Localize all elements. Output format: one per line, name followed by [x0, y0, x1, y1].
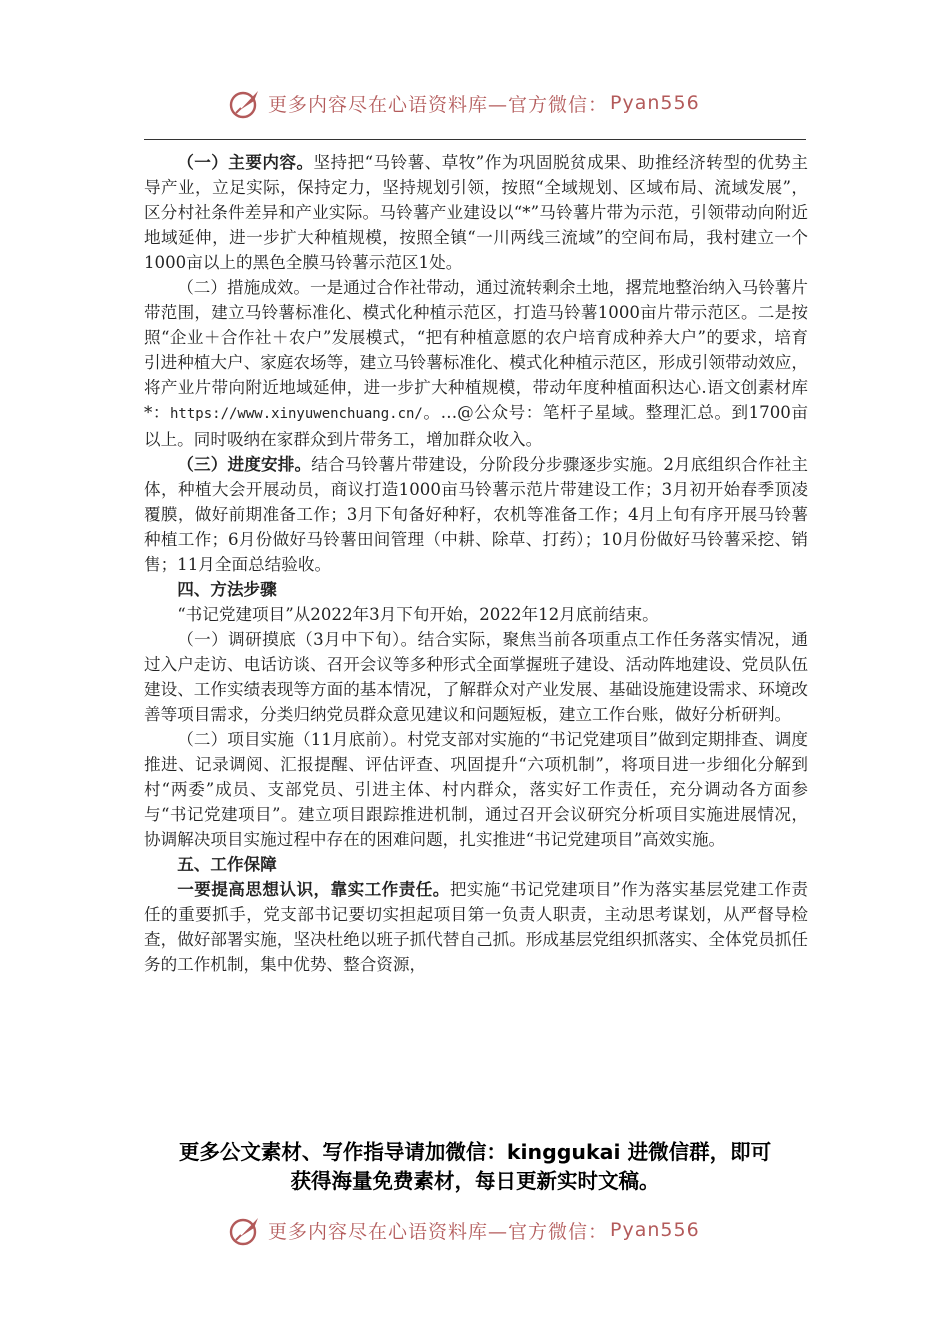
footer-promo-line-1: 更多公文素材、写作指导请加微信：kinggukai 进微信群，即可 [178, 1140, 772, 1164]
header-rule [144, 139, 806, 140]
text-schedule: 结合马铃薯片带建设，分阶段分步骤逐步实施。2月底组织合作社主体，种植大会开展动员，商议打造1000亩马铃薯示范片带建设工作；3月初开始春季顶凌覆膜，做好前期准备工作；3月下旬备好种籽，农机等准备工作；4月上旬有序开展马铃薯种植工作；6月份做好马铃薯田间管理（中耕、除草、打药）；10月份做好马铃薯采挖、销售；11月全面总结验收。 [144, 455, 808, 574]
text-measures: （二）措施成效。一是通过合作社带动，通过流转剩余土地，撂荒地整治纳入马铃薯片带范围，建立马铃薯标准化、模式化种植示范区，打造马铃薯1000亩片带示范区。二是按照“企业＋合作社＋农户”发展模式，“把有种植意愿的农户培育成种养大户”的要求，培育引进种植大户、家庭农场等，建立马铃薯标准化、模式化种植示范区，形成引领带动效应，将产业片带向附近地域延伸，进一步扩大种植规模，带动年度种植面积达心.语文创素材库*： [144, 278, 808, 422]
heading-methods: 四、方法步骤 [177, 579, 277, 599]
paragraph-guarantee-1 [144, 877, 808, 977]
paragraph-measures [144, 275, 808, 452]
watermark-text: 更多内容尽在心语资料库—官方微信： [268, 93, 609, 116]
watermark-wechat-id: Pyan556 [610, 1219, 700, 1241]
label-main-content: （一）主要内容。 [177, 152, 314, 172]
quill-logo-icon [228, 86, 262, 120]
label-schedule: （三）进度安排。 [177, 454, 312, 474]
label-guarantee-1: 一要提高思想认识，靠实工作责任。 [177, 879, 450, 899]
text-guarantee-1: 把实施“书记党建项目”作为落实基层党建工作责任的重要抓手，党支部书记要切实担起项目第一负责人职责，主动思考谋划，从严督导检查，做好部署实施，坚决杜绝以班子抓代替自己抓。形成基层党组织抓落实、全体党员抓任务的工作机制，集中优势、整合资源， [144, 880, 808, 974]
url-text: https://www.xinyuwenchuang.cn/ [170, 406, 423, 422]
text-main-content: 坚持把“马铃薯、草牧”作为巩固脱贫成果、助推经济转型的优势主导产业，立足实际，保持定力，坚持规划引领，按照“全域规划、区域布局、流域发展”，区分村社条件差异和产业实际。马铃薯产业建设以“*”马铃薯片带为示范，引领带动向附近地域延伸，进一步扩大种植规模，按照全镇“一川两线三流域”的空间布局，我村建立一个1000亩以上的黑色全膜马铃薯示范区1处。 [144, 153, 808, 272]
footer-watermark [228, 1213, 700, 1247]
heading-guarantee: 五、工作保障 [177, 854, 277, 874]
header-watermark [228, 86, 700, 120]
footer-promo [150, 1138, 800, 1196]
text-measures-tail: 。…@公众号：笔杆子星域。整理汇总。到1700亩以上。同时吸纳在家群众到片带务工，增加群众收入。 [144, 403, 809, 449]
watermark-text: 更多内容尽在心语资料库—官方微信： [268, 1220, 609, 1243]
paragraph-schedule [144, 452, 808, 577]
paragraph-methods-intro: “书记党建项目”从2022年3月下旬开始，2022年12月底前结束。 [177, 605, 659, 624]
quill-logo-icon [228, 1213, 262, 1247]
footer-promo-line-2: 获得海量免费素材，每日更新实时文稿。 [290, 1169, 660, 1193]
paragraph-main-content [144, 150, 808, 275]
document-body [144, 150, 808, 977]
paragraph-step-implementation: （二）项目实施（11月底前）。村党支部对实施的“书记党建项目”做到定期排查、调度推进、记录调阅、汇报提醒、评估评查、巩固提升“六项机制”，将项目进一步细化分解到村“两委”成员、支部党员、引进主体、村内群众，落实好工作责任，充分调动各方面参与“书记党建项目”。建立项目跟踪推进机制，通过召开会议研究分析项目实施进展情况，协调解决项目实施过程中存在的困难问题，扎实推进“书记党建项目”高效实施。 [144, 730, 808, 849]
paragraph-step-survey: （一）调研摸底（3月中下旬）。结合实际，聚焦当前各项重点工作任务落实情况，通过入户走访、电话访谈、召开会议等多种形式全面掌握班子建设、活动阵地建设、党员队伍建设、工作实绩表现等方面的基本情况，了解群众对产业发展、基础设施建设需求、环境改善等项目需求，分类归纳党员群众意见建议和问题短板，建立工作台账，做好分析研判。 [144, 630, 808, 724]
watermark-wechat-id: Pyan556 [610, 92, 700, 114]
